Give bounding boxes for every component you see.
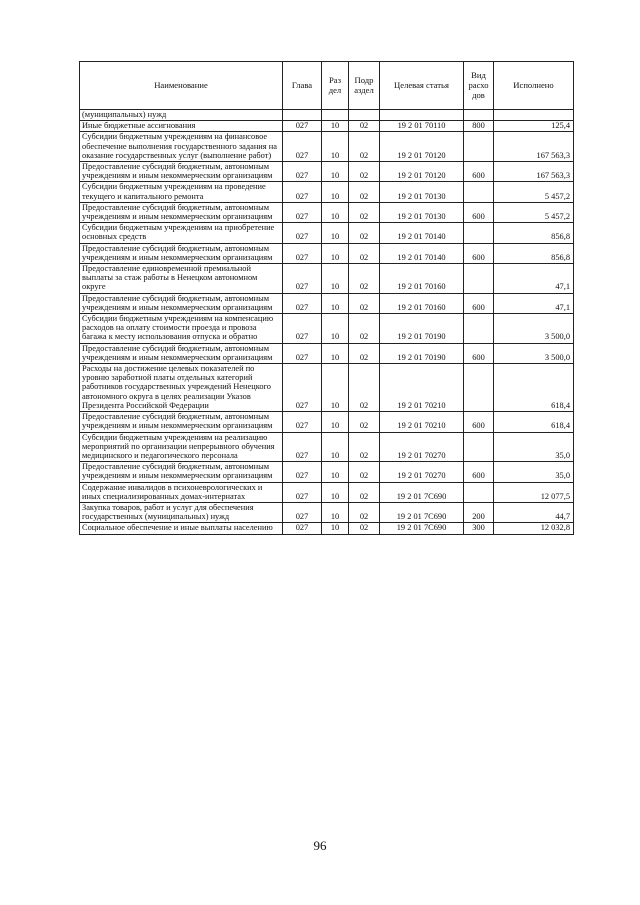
row-glava-cell: 027 [283, 482, 322, 502]
row-executed-cell: 5 457,2 [494, 202, 574, 222]
row-target-cell: 19 2 01 70210 [380, 412, 464, 432]
table-row [80, 343, 574, 363]
row-glava-cell: 027 [283, 412, 322, 432]
row-glava-cell [283, 110, 322, 121]
row-razdel-cell: 10 [322, 343, 349, 363]
row-podrazdel-cell: 02 [349, 264, 380, 294]
row-glava-cell: 027 [283, 343, 322, 363]
table-row [80, 314, 574, 344]
row-glava-cell: 027 [283, 121, 322, 132]
table-row [80, 182, 574, 202]
budget-execution-table [79, 61, 574, 535]
table-row [80, 502, 574, 522]
table-row [80, 523, 574, 534]
table-row [80, 364, 574, 412]
row-expense-type-cell: 600 [464, 343, 494, 363]
row-name-cell: Предоставление единовременной премиальной выплаты за стаж работы в Ненецком автономном округе [80, 264, 283, 294]
table-row [80, 482, 574, 502]
table-row [80, 223, 574, 243]
table-row [80, 202, 574, 222]
row-expense-type-cell [464, 110, 494, 121]
row-razdel-cell: 10 [322, 121, 349, 132]
row-executed-cell: 47,1 [494, 264, 574, 294]
row-executed-cell [494, 110, 574, 121]
row-podrazdel-cell: 02 [349, 132, 380, 162]
table-row [80, 412, 574, 432]
row-name-cell: Субсидии бюджетным учреждениям на финансовое обеспечение выполнения государственного задания на оказание государственных услуг (выполнение работ) [80, 132, 283, 162]
row-razdel-cell: 10 [322, 523, 349, 534]
row-podrazdel-cell: 02 [349, 121, 380, 132]
row-razdel-cell: 10 [322, 482, 349, 502]
row-expense-type-cell [464, 132, 494, 162]
row-expense-type-cell: 600 [464, 202, 494, 222]
row-razdel-cell: 10 [322, 462, 349, 482]
row-executed-cell: 167 563,3 [494, 162, 574, 182]
row-name-cell: (муниципальных) нужд [80, 110, 283, 121]
row-name-cell: Предоставление субсидий бюджетным, автономным учреждениям и иным некоммерческим организациям [80, 162, 283, 182]
row-razdel-cell: 10 [322, 264, 349, 294]
row-expense-type-cell: 600 [464, 293, 494, 313]
row-target-cell: 19 2 01 70190 [380, 314, 464, 344]
row-glava-cell: 027 [283, 462, 322, 482]
row-target-cell: 19 2 01 70270 [380, 432, 464, 462]
row-glava-cell: 027 [283, 202, 322, 222]
row-name-cell: Расходы на достижение целевых показателей по уровню заработной платы отдельных категорий работников государственных учреждений Ненецкого автономного округа в целях реализации Указов Президента Российской Федерации [80, 364, 283, 412]
table-row [80, 243, 574, 263]
row-expense-type-cell: 600 [464, 462, 494, 482]
table-row [80, 162, 574, 182]
table-row [80, 293, 574, 313]
row-target-cell: 19 2 01 7С690 [380, 502, 464, 522]
row-podrazdel-cell: 02 [349, 223, 380, 243]
row-target-cell: 19 2 01 70140 [380, 223, 464, 243]
table-row [80, 121, 574, 132]
row-name-cell: Предоставление субсидий бюджетным, автономным учреждениям и иным некоммерческим организациям [80, 293, 283, 313]
row-expense-type-cell [464, 223, 494, 243]
page-number: 96 [313, 838, 327, 853]
row-name-cell: Предоставление субсидий бюджетным, автономным учреждениям и иным некоммерческим организациям [80, 343, 283, 363]
row-glava-cell: 027 [283, 523, 322, 534]
table-row [80, 462, 574, 482]
table-row [80, 264, 574, 294]
row-target-cell [380, 110, 464, 121]
row-expense-type-cell: 600 [464, 412, 494, 432]
row-name-cell: Предоставление субсидий бюджетным, автономным учреждениям и иным некоммерческим организациям [80, 243, 283, 263]
row-razdel-cell: 10 [322, 412, 349, 432]
header-glava: Глава [283, 62, 322, 110]
row-name-cell: Субсидии бюджетным учреждениям на компенсацию расходов на оплату стоимости проезда и провоза багажа к месту использования отпуска и обратно [80, 314, 283, 344]
row-expense-type-cell: 800 [464, 121, 494, 132]
row-glava-cell: 027 [283, 502, 322, 522]
row-executed-cell: 12 077,5 [494, 482, 574, 502]
row-name-cell: Социальное обеспечение и иные выплаты населению [80, 523, 283, 534]
row-name-cell: Предоставление субсидий бюджетным, автономным учреждениям и иным некоммерческим организациям [80, 202, 283, 222]
header-target-article: Целевая статья [380, 62, 464, 110]
row-podrazdel-cell: 02 [349, 462, 380, 482]
row-target-cell: 19 2 01 70210 [380, 364, 464, 412]
row-executed-cell: 618,4 [494, 412, 574, 432]
row-expense-type-cell: 200 [464, 502, 494, 522]
row-podrazdel-cell: 02 [349, 502, 380, 522]
row-target-cell: 19 2 01 70160 [380, 264, 464, 294]
row-name-cell: Субсидии бюджетным учреждениям на реализацию мероприятий по организации непрерывного обучения медицинского и педагогического персонала [80, 432, 283, 462]
row-podrazdel-cell: 02 [349, 162, 380, 182]
row-glava-cell: 027 [283, 182, 322, 202]
row-executed-cell: 167 563,3 [494, 132, 574, 162]
row-executed-cell: 5 457,2 [494, 182, 574, 202]
table-row [80, 132, 574, 162]
row-razdel-cell: 10 [322, 132, 349, 162]
row-executed-cell: 618,4 [494, 364, 574, 412]
row-glava-cell: 027 [283, 264, 322, 294]
row-expense-type-cell: 600 [464, 162, 494, 182]
row-glava-cell: 027 [283, 364, 322, 412]
row-podrazdel-cell: 02 [349, 412, 380, 432]
row-podrazdel-cell: 02 [349, 314, 380, 344]
row-razdel-cell: 10 [322, 314, 349, 344]
row-target-cell: 19 2 01 7С690 [380, 523, 464, 534]
row-expense-type-cell [464, 432, 494, 462]
row-podrazdel-cell: 02 [349, 343, 380, 363]
row-podrazdel-cell: 02 [349, 432, 380, 462]
row-expense-type-cell: 300 [464, 523, 494, 534]
header-name: Наименование [80, 62, 283, 110]
row-razdel-cell: 10 [322, 502, 349, 522]
row-executed-cell: 12 032,8 [494, 523, 574, 534]
row-target-cell: 19 2 01 70190 [380, 343, 464, 363]
header-executed: Исполнено [494, 62, 574, 110]
row-podrazdel-cell: 02 [349, 293, 380, 313]
row-name-cell: Предоставление субсидий бюджетным, автономным учреждениям и иным некоммерческим организациям [80, 412, 283, 432]
header-razdel: Раз дел [322, 62, 349, 110]
row-executed-cell: 856,8 [494, 243, 574, 263]
row-target-cell: 19 2 01 7С690 [380, 482, 464, 502]
row-glava-cell: 027 [283, 432, 322, 462]
table-row [80, 110, 574, 121]
row-target-cell: 19 2 01 70120 [380, 162, 464, 182]
row-podrazdel-cell: 02 [349, 523, 380, 534]
row-razdel-cell: 10 [322, 202, 349, 222]
row-expense-type-cell [464, 182, 494, 202]
row-executed-cell: 44,7 [494, 502, 574, 522]
table-body [80, 110, 574, 535]
row-razdel-cell: 10 [322, 182, 349, 202]
row-target-cell: 19 2 01 70130 [380, 202, 464, 222]
row-glava-cell: 027 [283, 243, 322, 263]
row-target-cell: 19 2 01 70110 [380, 121, 464, 132]
row-executed-cell: 3 500,0 [494, 314, 574, 344]
row-executed-cell: 47,1 [494, 293, 574, 313]
row-executed-cell: 125,4 [494, 121, 574, 132]
row-glava-cell: 027 [283, 314, 322, 344]
row-executed-cell: 856,8 [494, 223, 574, 243]
row-target-cell: 19 2 01 70130 [380, 182, 464, 202]
row-expense-type-cell [464, 482, 494, 502]
row-podrazdel-cell: 02 [349, 482, 380, 502]
row-target-cell: 19 2 01 70270 [380, 462, 464, 482]
row-name-cell: Субсидии бюджетным учреждениям на проведение текущего и капитального ремонта [80, 182, 283, 202]
header-expense-type: Вид расхо дов [464, 62, 494, 110]
row-razdel-cell [322, 110, 349, 121]
row-executed-cell: 35,0 [494, 432, 574, 462]
row-glava-cell: 027 [283, 162, 322, 182]
row-executed-cell: 35,0 [494, 462, 574, 482]
row-razdel-cell: 10 [322, 432, 349, 462]
table-row [80, 432, 574, 462]
header-podrazdel: Подр аздел [349, 62, 380, 110]
row-target-cell: 19 2 01 70120 [380, 132, 464, 162]
row-razdel-cell: 10 [322, 364, 349, 412]
row-name-cell: Закупка товаров, работ и услуг для обеспечения государственных (муниципальных) нужд [80, 502, 283, 522]
row-target-cell: 19 2 01 70140 [380, 243, 464, 263]
table-header-row [80, 62, 574, 110]
row-glava-cell: 027 [283, 132, 322, 162]
row-expense-type-cell: 600 [464, 243, 494, 263]
row-razdel-cell: 10 [322, 223, 349, 243]
row-name-cell: Предоставление субсидий бюджетным, автономным учреждениям и иным некоммерческим организациям [80, 462, 283, 482]
row-podrazdel-cell: 02 [349, 243, 380, 263]
row-target-cell: 19 2 01 70160 [380, 293, 464, 313]
row-podrazdel-cell: 02 [349, 182, 380, 202]
row-podrazdel-cell: 02 [349, 364, 380, 412]
row-razdel-cell: 10 [322, 243, 349, 263]
row-glava-cell: 027 [283, 223, 322, 243]
row-name-cell: Содержание инвалидов в психоневрологических и иных специализированных домах-интернатах [80, 482, 283, 502]
row-razdel-cell: 10 [322, 293, 349, 313]
row-glava-cell: 027 [283, 293, 322, 313]
row-expense-type-cell [464, 364, 494, 412]
row-expense-type-cell [464, 264, 494, 294]
row-podrazdel-cell [349, 110, 380, 121]
row-expense-type-cell [464, 314, 494, 344]
row-executed-cell: 3 500,0 [494, 343, 574, 363]
row-podrazdel-cell: 02 [349, 202, 380, 222]
row-name-cell: Субсидии бюджетным учреждениям на приобретение основных средств [80, 223, 283, 243]
row-razdel-cell: 10 [322, 162, 349, 182]
row-name-cell: Иные бюджетные ассигнования [80, 121, 283, 132]
